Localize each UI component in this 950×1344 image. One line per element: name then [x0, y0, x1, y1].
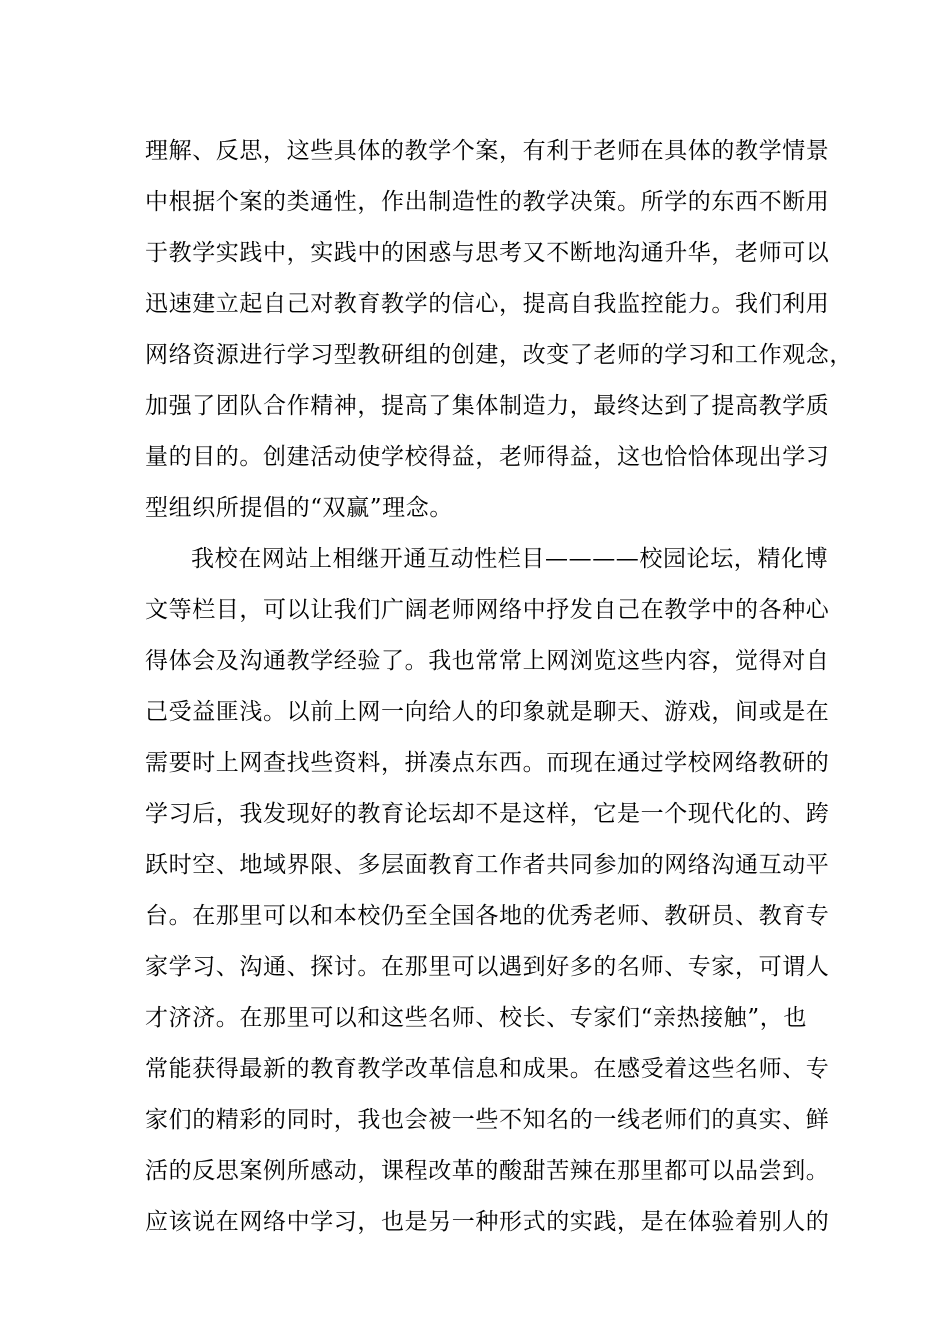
text-line: 学习后，我发现好的教育论坛却不是这样，它是一个现代化的、跨 [145, 801, 830, 827]
text-line: 于教学实践中，实践中的困惑与思考又不断地沟通升华，老师可以 [145, 240, 830, 266]
text-line: 常能获得最新的教育教学改革信息和成果。在感受着这些名师、专 [145, 1056, 830, 1082]
text-line: 跃时空、地域界限、多层面教育工作者共同参加的网络沟通互动平 [145, 852, 830, 878]
body-text [145, 126, 853, 1248]
text-line: 迅速建立起自己对教育教学的信心，提高自我监控能力。我们利用 [145, 291, 830, 317]
text-line: 家学习、沟通、探讨。在那里可以遇到好多的名师、专家，可谓人 [145, 954, 830, 980]
text-line: 应该说在网络中学习，也是另一种形式的实践，是在体验着别人的 [145, 1209, 830, 1235]
text-line: 文等栏目，可以让我们广阔老师网络中抒发自己在教学中的各种心 [145, 597, 830, 623]
text-line: 网络资源进行学习型教研组的创建，改变了老师的学习和工作观念， [145, 342, 853, 368]
text-line: 得体会及沟通教学经验了。我也常常上网浏览这些内容，觉得对自 [145, 648, 830, 674]
paragraph-1 [145, 126, 853, 534]
text-line: 理解、反思，这些具体的教学个案，有利于老师在具体的教学情景 [145, 138, 830, 164]
text-line-indented: 我校在网站上相继开通互动性栏目————校园论坛，精化博 [191, 546, 829, 572]
text-line: 台。在那里可以和本校仍至全国各地的优秀老师、教研员、教育专 [145, 903, 830, 929]
text-line: 需要时上网查找些资料，拼凑点东西。而现在通过学校网络教研的 [145, 750, 830, 776]
text-line: 活的反思案例所感动，课程改革的酸甜苦辣在那里都可以品尝到。 [145, 1158, 830, 1184]
text-line: 型组织所提倡的“双赢”理念。 [145, 495, 453, 521]
text-line: 才济济。在那里可以和这些名师、校长、专家们“亲热接触”，也 [145, 1005, 807, 1031]
text-line: 中根据个案的类通性，作出制造性的教学决策。所学的东西不断用 [145, 189, 830, 215]
paragraph-2 [145, 534, 830, 1248]
text-line: 家们的精彩的同时，我也会被一些不知名的一线老师们的真实、鲜 [145, 1107, 830, 1133]
text-line: 己受益匪浅。以前上网一向给人的印象就是聊天、游戏，间或是在 [145, 699, 830, 725]
text-line: 量的目的。创建活动使学校得益，老师得益，这也恰恰体现出学习 [145, 444, 830, 470]
text-line: 加强了团队合作精神，提高了集体制造力，最终达到了提高教学质 [145, 393, 830, 419]
